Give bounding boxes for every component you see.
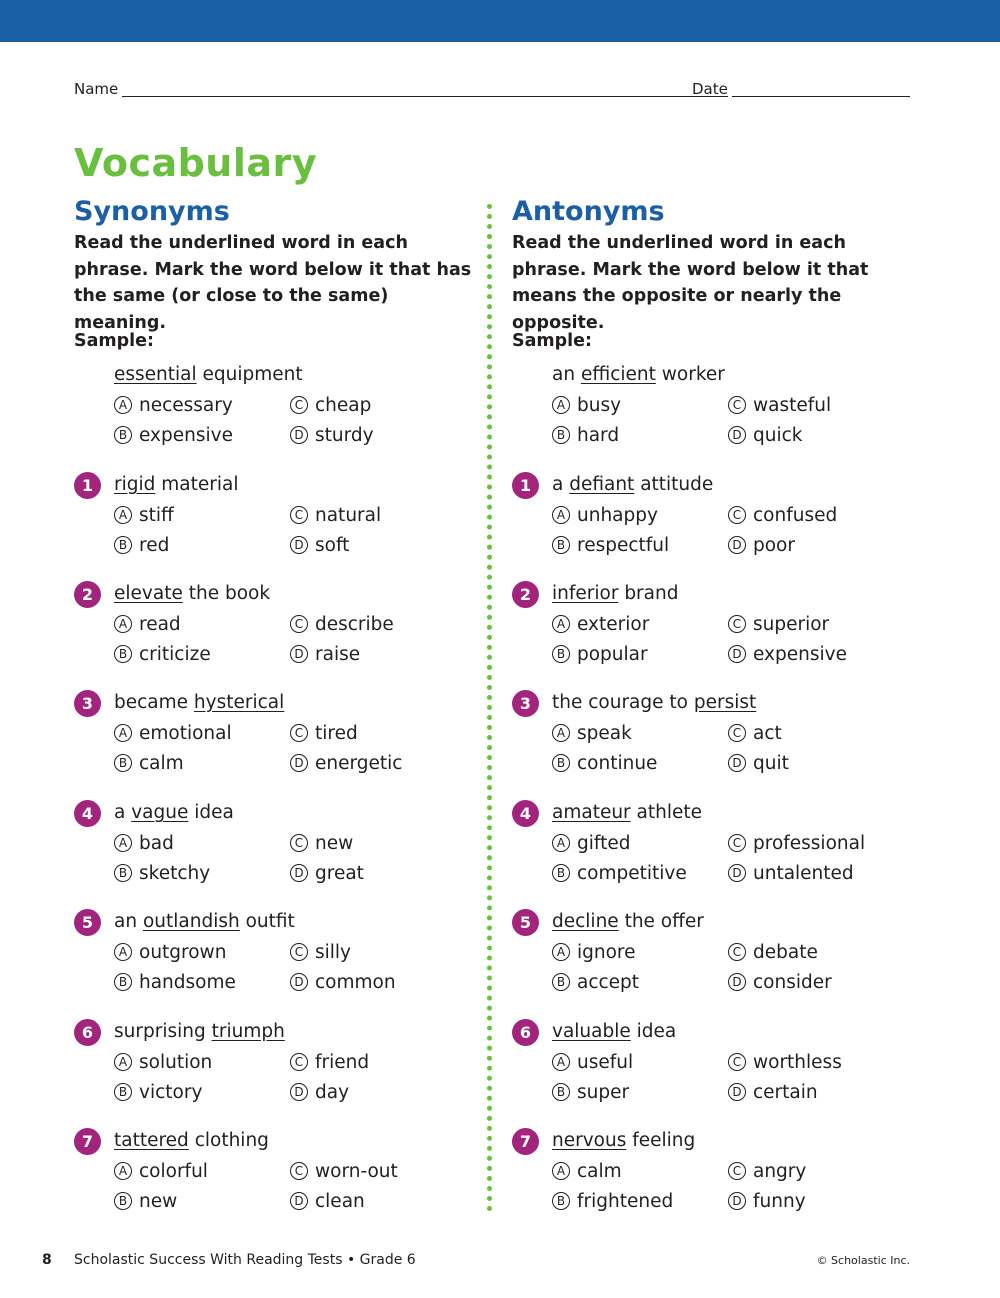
answer-option-b[interactable] <box>114 969 236 995</box>
answer-text: confused <box>753 504 838 526</box>
page-title: Vocabulary <box>74 141 318 185</box>
answer-text: natural <box>315 504 382 526</box>
answer-bubble[interactable]: D <box>728 1192 746 1210</box>
antonyms-instructions: Read the underlined word in each phrase. Mark the word below it that means the opposite or nearly the opposite. <box>512 233 869 333</box>
answer-text: expensive <box>753 643 847 665</box>
question-2 <box>74 581 474 671</box>
copyright: © Scholastic Inc. <box>816 1254 910 1267</box>
date-label: Date <box>692 80 728 98</box>
underlined-word: efficient <box>580 364 656 385</box>
answer-bubble[interactable]: D <box>290 864 308 882</box>
answer-text: continue <box>577 752 658 774</box>
answer-bubble[interactable]: A <box>552 1053 570 1071</box>
question-number-badge: 2 <box>74 581 101 608</box>
answer-text: cheap <box>315 394 372 416</box>
underlined-word: hysterical <box>193 692 285 713</box>
answer-bubble[interactable]: C <box>728 396 746 414</box>
phrase-suffix: clothing <box>188 1130 269 1151</box>
answer-text: worthless <box>753 1051 842 1073</box>
answer-bubble[interactable]: C <box>290 943 308 961</box>
book-title: Scholastic Success With Reading Tests • Grade 6 <box>74 1252 416 1268</box>
answer-bubble[interactable]: D <box>290 973 308 991</box>
answer-option-c[interactable] <box>290 502 381 528</box>
answer-bubble[interactable]: B <box>552 754 570 772</box>
answer-text: respectful <box>577 534 670 556</box>
answer-bubble[interactable]: D <box>728 536 746 554</box>
answer-option-b[interactable] <box>114 532 169 558</box>
question-4 <box>74 800 474 890</box>
question-6 <box>74 1019 474 1109</box>
answer-bubble[interactable]: A <box>552 1162 570 1180</box>
question-5 <box>74 909 474 999</box>
answer-text: funny <box>753 1190 806 1212</box>
question-6 <box>512 1019 912 1109</box>
answer-option-d[interactable] <box>728 1188 806 1214</box>
question-number-badge: 4 <box>512 800 539 827</box>
question-phrase <box>552 690 756 716</box>
answer-option-c[interactable] <box>290 1049 369 1075</box>
answer-option-b[interactable] <box>114 750 184 776</box>
answer-text: untalented <box>753 862 854 884</box>
underlined-word: essential <box>114 364 197 385</box>
answer-option-c[interactable] <box>290 939 351 965</box>
question-phrase <box>114 1019 285 1045</box>
answer-text: necessary <box>139 394 233 416</box>
answer-option-c[interactable] <box>290 720 358 746</box>
answer-bubble[interactable]: B <box>114 1192 132 1210</box>
answer-option-c[interactable] <box>728 611 829 637</box>
underlined-word: nervous <box>552 1130 627 1151</box>
answer-bubble[interactable]: D <box>728 426 746 444</box>
underlined-word: inferior <box>552 583 619 604</box>
answer-text: new <box>315 832 354 854</box>
answer-option-d[interactable] <box>728 969 832 995</box>
question-number-badge: 6 <box>512 1019 539 1046</box>
answer-option-d[interactable] <box>728 860 854 886</box>
question-number-badge: 1 <box>74 472 101 499</box>
answer-text: professional <box>753 832 866 854</box>
answer-option-b[interactable] <box>552 532 669 558</box>
answer-option-b[interactable] <box>552 750 657 776</box>
answer-bubble[interactable]: B <box>552 973 570 991</box>
answer-option-b[interactable] <box>114 641 211 667</box>
answer-text: outgrown <box>139 941 227 963</box>
answer-text: angry <box>753 1160 807 1182</box>
answer-bubble[interactable]: A <box>114 943 132 961</box>
answer-option-a[interactable] <box>114 1049 212 1075</box>
question-phrase <box>114 909 295 935</box>
answer-option-d[interactable] <box>728 532 795 558</box>
underlined-word: defiant <box>569 474 635 495</box>
phrase-suffix: attitude <box>634 474 714 495</box>
top-banner <box>0 0 1000 42</box>
answer-bubble[interactable]: A <box>114 396 132 414</box>
answer-bubble[interactable]: A <box>552 396 570 414</box>
answer-text: raise <box>315 643 361 665</box>
underlined-word: rigid <box>114 474 156 495</box>
answer-option-c[interactable] <box>728 830 865 856</box>
name-field-line[interactable] <box>122 96 728 97</box>
phrase-prefix: the courage to <box>552 692 694 713</box>
sample-question <box>74 362 474 452</box>
answer-option-a[interactable] <box>114 1158 208 1184</box>
question-phrase <box>552 909 704 935</box>
answer-text: useful <box>577 1051 634 1073</box>
underlined-word: vague <box>131 802 189 823</box>
answer-option-a[interactable] <box>552 611 649 637</box>
answer-option-a[interactable] <box>114 611 181 637</box>
answer-bubble[interactable]: A <box>552 724 570 742</box>
answer-text: bad <box>139 832 174 854</box>
answer-option-a[interactable] <box>114 720 232 746</box>
answer-bubble[interactable]: C <box>290 724 308 742</box>
answer-text: tired <box>315 722 358 744</box>
answer-bubble[interactable]: C <box>290 615 308 633</box>
sample-question <box>512 362 912 452</box>
question-2 <box>512 581 912 671</box>
answer-bubble[interactable]: B <box>552 1083 570 1101</box>
answer-text: gifted <box>577 832 631 854</box>
answer-option-a[interactable] <box>552 392 621 418</box>
phrase-suffix: the book <box>182 583 271 604</box>
answer-bubble[interactable]: D <box>290 536 308 554</box>
answer-bubble[interactable]: A <box>552 615 570 633</box>
answer-bubble[interactable]: D <box>728 1083 746 1101</box>
page-number: 8 <box>42 1252 52 1268</box>
answer-text: quick <box>753 424 803 446</box>
answer-text: describe <box>315 613 394 635</box>
answer-bubble[interactable]: A <box>114 615 132 633</box>
underlined-word: triumph <box>211 1021 285 1042</box>
answer-bubble[interactable]: A <box>114 506 132 524</box>
answer-text: speak <box>577 722 632 744</box>
answer-bubble[interactable]: A <box>552 506 570 524</box>
answer-option-c[interactable] <box>290 611 394 637</box>
answer-option-d[interactable] <box>290 860 364 886</box>
answer-text: hard <box>577 424 620 446</box>
question-7 <box>74 1128 474 1218</box>
answer-bubble[interactable]: D <box>290 645 308 663</box>
answer-bubble[interactable]: A <box>114 1053 132 1071</box>
answer-text: stiff <box>139 504 174 526</box>
phrase-prefix: became <box>114 692 194 713</box>
question-number-badge: 4 <box>74 800 101 827</box>
question-number-badge: 3 <box>512 690 539 717</box>
answer-bubble[interactable]: D <box>728 645 746 663</box>
question-phrase <box>552 1019 676 1045</box>
synonyms-section <box>74 196 474 1212</box>
answer-option-d[interactable] <box>728 641 847 667</box>
phrase-suffix: equipment <box>196 364 303 385</box>
answer-option-c[interactable] <box>728 1049 842 1075</box>
answer-option-a[interactable] <box>552 720 632 746</box>
synonyms-instructions: Read the underlined word in each phrase. Mark the word below it that has the same (or close to the same) meaning. <box>74 233 472 333</box>
question-phrase <box>552 472 713 498</box>
question-phrase <box>114 581 270 607</box>
answer-bubble[interactable]: B <box>552 645 570 663</box>
answer-option-a[interactable] <box>114 830 174 856</box>
answer-bubble[interactable]: B <box>552 536 570 554</box>
answer-text: friend <box>315 1051 370 1073</box>
answer-option-d[interactable] <box>728 1079 818 1105</box>
phrase-suffix: brand <box>618 583 679 604</box>
answer-bubble[interactable]: D <box>290 426 308 444</box>
antonyms-section <box>512 196 912 1212</box>
answer-option-c[interactable] <box>290 1158 398 1184</box>
answer-text: exterior <box>577 613 650 635</box>
answer-text: handsome <box>139 971 236 993</box>
answer-option-a[interactable] <box>552 830 630 856</box>
answer-bubble[interactable]: C <box>290 506 308 524</box>
answer-bubble[interactable]: B <box>114 536 132 554</box>
underlined-word: tattered <box>114 1130 189 1151</box>
question-number-badge: 1 <box>512 472 539 499</box>
answer-bubble[interactable]: D <box>728 864 746 882</box>
answer-option-d[interactable] <box>290 750 402 776</box>
column-divider <box>487 204 492 1212</box>
answer-text: great <box>315 862 364 884</box>
answer-bubble[interactable]: B <box>114 973 132 991</box>
question-number-badge: 3 <box>74 690 101 717</box>
answer-bubble[interactable]: D <box>290 754 308 772</box>
answer-option-b[interactable] <box>114 860 210 886</box>
answer-text: sturdy <box>315 424 374 446</box>
underlined-word: amateur <box>552 802 631 823</box>
phrase-prefix: a <box>114 802 132 823</box>
answer-option-b[interactable] <box>552 641 648 667</box>
question-phrase <box>114 472 238 498</box>
answer-text: popular <box>577 643 648 665</box>
question-phrase <box>114 362 303 388</box>
answer-text: read <box>139 613 181 635</box>
answer-bubble[interactable]: B <box>114 1083 132 1101</box>
underlined-word: decline <box>552 911 619 932</box>
answer-option-b[interactable] <box>552 1079 629 1105</box>
answer-text: certain <box>753 1081 818 1103</box>
answer-text: wasteful <box>753 394 832 416</box>
question-number-badge: 5 <box>512 909 539 936</box>
answer-text: accept <box>577 971 640 993</box>
question-phrase <box>552 362 725 388</box>
answer-text: new <box>139 1190 178 1212</box>
answer-option-a[interactable] <box>552 1049 633 1075</box>
answer-bubble[interactable]: C <box>290 1053 308 1071</box>
answer-option-a[interactable] <box>114 392 233 418</box>
question-phrase <box>114 690 284 716</box>
phrase-prefix: a <box>552 474 570 495</box>
answer-text: debate <box>753 941 818 963</box>
underlined-word: valuable <box>552 1021 631 1042</box>
answer-option-c[interactable] <box>728 720 782 746</box>
underlined-word: outlandish <box>142 911 240 932</box>
question-phrase <box>114 800 234 826</box>
phrase-suffix: outfit <box>239 911 295 932</box>
answer-option-a[interactable] <box>114 939 226 965</box>
answer-text: competitive <box>577 862 687 884</box>
question-7 <box>512 1128 912 1218</box>
question-number-badge: 6 <box>74 1019 101 1046</box>
answer-text: calm <box>577 1160 622 1182</box>
question-number-badge: 5 <box>74 909 101 936</box>
answer-text: superior <box>753 613 830 635</box>
answer-text: expensive <box>139 424 233 446</box>
phrase-suffix: idea <box>188 802 234 823</box>
answer-bubble[interactable]: A <box>552 834 570 852</box>
question-number-badge: 7 <box>512 1128 539 1155</box>
question-phrase <box>552 581 678 607</box>
answer-bubble[interactable]: A <box>114 834 132 852</box>
answer-bubble[interactable]: B <box>552 426 570 444</box>
name-date-row <box>74 80 912 102</box>
answer-bubble[interactable]: A <box>552 943 570 961</box>
answer-bubble[interactable]: D <box>728 754 746 772</box>
answer-option-d[interactable] <box>728 750 789 776</box>
answer-text: busy <box>577 394 622 416</box>
answer-text: super <box>577 1081 630 1103</box>
answer-text: quit <box>753 752 789 774</box>
answer-bubble[interactable]: C <box>290 396 308 414</box>
answer-bubble[interactable]: D <box>728 973 746 991</box>
underlined-word: persist <box>693 692 757 713</box>
answer-option-d[interactable] <box>290 969 396 995</box>
phrase-suffix: idea <box>630 1021 677 1042</box>
question-1 <box>512 472 912 562</box>
answer-text: soft <box>315 534 350 556</box>
answer-text: clean <box>315 1190 365 1212</box>
answer-bubble[interactable]: C <box>728 615 746 633</box>
answer-text: solution <box>139 1051 213 1073</box>
answer-text: worn-out <box>315 1160 398 1182</box>
answer-bubble[interactable]: B <box>552 1192 570 1210</box>
answer-bubble[interactable]: D <box>290 1192 308 1210</box>
answer-text: emotional <box>139 722 232 744</box>
phrase-suffix: the offer <box>618 911 704 932</box>
answer-bubble[interactable]: C <box>728 506 746 524</box>
antonyms-sample-label: Sample: <box>512 331 593 351</box>
answer-text: day <box>315 1081 350 1103</box>
phrase-suffix: worker <box>655 364 725 385</box>
question-number-badge: 2 <box>512 581 539 608</box>
answer-option-b[interactable] <box>552 969 639 995</box>
answer-text: victory <box>139 1081 203 1103</box>
answer-option-c[interactable] <box>728 502 837 528</box>
question-phrase <box>552 800 702 826</box>
question-phrase <box>552 1128 695 1154</box>
answer-option-c[interactable] <box>728 939 818 965</box>
answer-text: energetic <box>315 752 403 774</box>
answer-option-b[interactable] <box>552 422 619 448</box>
answer-bubble[interactable]: C <box>728 943 746 961</box>
answer-option-d[interactable] <box>290 1079 349 1105</box>
answer-option-b[interactable] <box>114 1188 177 1214</box>
answer-bubble[interactable]: B <box>114 864 132 882</box>
answer-option-a[interactable] <box>552 939 636 965</box>
date-field-line[interactable] <box>732 96 910 97</box>
answer-bubble[interactable]: C <box>728 1053 746 1071</box>
answer-bubble[interactable]: C <box>728 1162 746 1180</box>
antonyms-heading: Antonyms <box>512 196 665 227</box>
answer-option-d[interactable] <box>728 422 803 448</box>
phrase-suffix: feeling <box>626 1130 696 1151</box>
answer-bubble[interactable]: C <box>728 834 746 852</box>
answer-text: unhappy <box>577 504 658 526</box>
answer-text: colorful <box>139 1160 208 1182</box>
answer-bubble[interactable]: A <box>114 724 132 742</box>
synonyms-heading: Synonyms <box>74 196 230 227</box>
answer-option-c[interactable] <box>290 830 353 856</box>
phrase-prefix: an <box>552 364 581 385</box>
answer-bubble[interactable]: C <box>290 1162 308 1180</box>
answer-bubble[interactable]: B <box>114 645 132 663</box>
answer-bubble[interactable]: B <box>114 426 132 444</box>
name-label: Name <box>74 80 119 98</box>
phrase-prefix: surprising <box>114 1021 212 1042</box>
answer-text: calm <box>139 752 184 774</box>
phrase-suffix: athlete <box>630 802 703 823</box>
answer-option-b[interactable] <box>552 860 687 886</box>
answer-text: common <box>315 971 396 993</box>
answer-option-b[interactable] <box>114 1079 202 1105</box>
answer-option-b[interactable] <box>552 1188 673 1214</box>
answer-bubble[interactable]: B <box>552 864 570 882</box>
answer-text: sketchy <box>139 862 211 884</box>
question-1 <box>74 472 474 562</box>
phrase-suffix: material <box>155 474 239 495</box>
answer-option-b[interactable] <box>114 422 233 448</box>
phrase-prefix: an <box>114 911 143 932</box>
answer-option-d[interactable] <box>290 1188 365 1214</box>
answer-text: silly <box>315 941 352 963</box>
synonyms-sample-label: Sample: <box>74 331 155 351</box>
answer-option-d[interactable] <box>290 532 349 558</box>
question-3 <box>512 690 912 780</box>
answer-option-d[interactable] <box>290 422 374 448</box>
answer-option-a[interactable] <box>552 502 658 528</box>
answer-option-a[interactable] <box>552 1158 622 1184</box>
answer-option-c[interactable] <box>728 1158 806 1184</box>
answer-option-c[interactable] <box>728 392 831 418</box>
page-footer <box>0 1252 1000 1272</box>
answer-text: consider <box>753 971 832 993</box>
answer-text: act <box>753 722 782 744</box>
answer-bubble[interactable]: C <box>290 834 308 852</box>
question-phrase <box>114 1128 269 1154</box>
answer-text: frightened <box>577 1190 674 1212</box>
underlined-word: elevate <box>114 583 183 604</box>
question-4 <box>512 800 912 890</box>
answer-text: ignore <box>577 941 636 963</box>
answer-text: red <box>139 534 170 556</box>
question-5 <box>512 909 912 999</box>
answer-option-a[interactable] <box>114 502 174 528</box>
answer-bubble[interactable]: D <box>290 1083 308 1101</box>
question-number-badge: 7 <box>74 1128 101 1155</box>
answer-text: poor <box>753 534 795 556</box>
question-3 <box>74 690 474 780</box>
answer-bubble[interactable]: B <box>114 754 132 772</box>
answer-option-c[interactable] <box>290 392 371 418</box>
answer-option-d[interactable] <box>290 641 360 667</box>
answer-text: criticize <box>139 643 211 665</box>
answer-bubble[interactable]: A <box>114 1162 132 1180</box>
answer-bubble[interactable]: C <box>728 724 746 742</box>
